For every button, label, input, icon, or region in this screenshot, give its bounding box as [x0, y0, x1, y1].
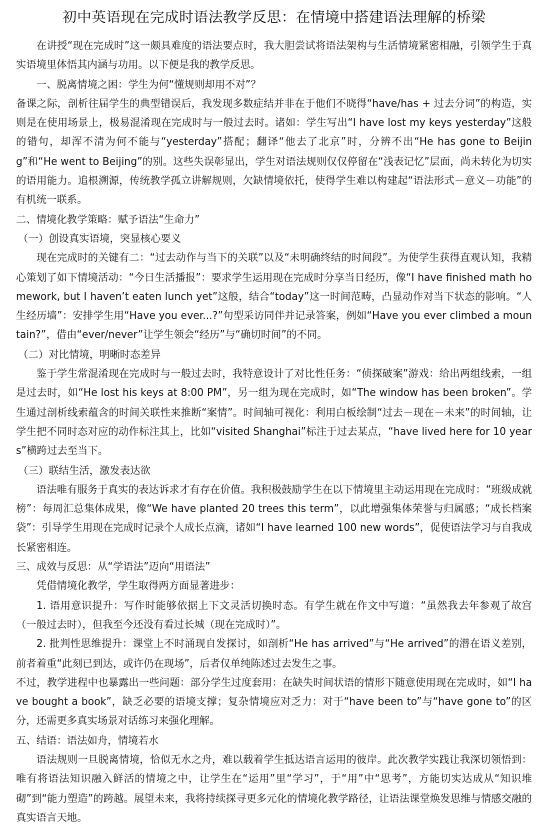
document-title: 初中英语现在完成时语法教学反思：在情境中搭建语法理解的桥梁 [62, 10, 486, 26]
section2-sub1-heading: （一）创设真实语境，突显核心要义 [18, 233, 182, 245]
section5-heading: 五、结语：语法如舟，情境若水 [16, 735, 159, 747]
section2-sub3-heading: （三）联结生活，激发表达欲 [18, 465, 151, 477]
section3-point2: 2. 批判性思维提升：课堂上不时涌现自发探讨，如剖析“He has arrived”与“He arrived”的潜在语义差别，前者着重“此刻已到达，或许仍在现场”，后者仅单纯陈述过去发生之事。 [16, 639, 532, 670]
section5-body: 语法规则一旦脱离情境，恰似无水之舟，难以载着学生抵达语言运用的彼岸。此次教学实践让我深切领悟到：唯有将语法知识融入鲜活的情境之中，让学生在“运用”里“学习”，于“用”中“思考”，方能切实达成从“知识堆砌”到“能力塑造”的跨越。展望未来，我将持续探寻更多元化的情境化教学路径，让语法课堂焕发思维与情感交融的真实语言天地。 [16, 754, 532, 824]
section2-sub3-body: 语法唯有服务于真实的表达诉求才有存在价值。我积极鼓励学生在以下情境里主动运用现在完成时：“班级成就榜”：每周汇总集体成果，像“We have planted 20 trees this term”，以此增强集体荣誉与归属感；“成长档案袋”：引导学生用现在完成时记录个人成长点滴，诸如“I have learned 100 new words”，促使语法学习与自我成长紧密相连。 [16, 484, 532, 554]
section2-sub2-body: 鉴于学生常混淆现在完成时与一般过去时，我特意设计了对比性任务：“侦探破案”游戏：给出两组线索，一组是过去时，如“He lost his keys at 8:00 PM”，另一组为现在完成时，如“The window has been broken”。学生通过剖析线索蕴含的时间关联性来推断“案情”。时间轴可视化：利用白板绘制“过去－现在－未来”的时间轴，让学生把不同时态对应的动作标注其上，比如“visited Shanghai”标注于过去某点，“have lived here for 10 years”横跨过去至当下。 [16, 369, 532, 458]
section3-heading: 三、成效与反思：从“学语法”迈向“用语法” [16, 562, 211, 574]
section3-shortcoming: 不过，教学进程中也暴露出一些问题：部分学生过度套用：在缺失时间状语的情形下随意使用现在完成时，如“I have bought a book”，缺乏必要的语境支撑；复杂情境应对乏力：对于“have been to”与“have gone to”的区分，还需更多真实场景对话练习来强化理解。 [16, 677, 532, 728]
section1-body: 备课之际，剖析往届学生的典型错误后，我发现多数症结并非在于他们不晓得“have/has + 过去分词”的构造，实则是在使用场景上，极易混淆现在完成时与一般过去时。诸如：学生写出“I have lost my keys yesterday”这般的错句，却浑不清为何不能与“yesterday”搭配；翻译“他去了北京”时，分辨不出“He has gone to Beijing”和“He went to Beijing”的别。这些失误彰显出，学生对语法规则仅仅停留在“浅表记忆”层面，尚未转化为切实的语用能力。追根溯源，传统教学孤立讲解规则，欠缺情境依托，使得学生难以构建起“语法形式－意义－功能”的有机统一联系。 [16, 98, 532, 207]
section3-point1: 1. 语用意识提升：写作时能够依据上下文灵活切换时态。有学生就在作文中写道：“虽然我去年参观了故宫（一般过去时），但我至今还没有看过长城（现在完成时）”。 [16, 600, 532, 631]
section1-heading: 一、脱离情境之困：学生为何“懂规则却用不对”？ [36, 79, 261, 91]
intro-paragraph: 在讲授“现在完成时”这一颇具难度的语法要点时，我大胆尝试将语法架构与生活情境紧密相融，引领学生于真实语境里体悟其内涵与功用。以下便是我的教学反思。 [16, 41, 532, 72]
section2-sub2-heading: （二）对比情境，明晰时态差异 [18, 349, 161, 361]
section2-heading: 二、情境化教学策略：赋予语法“生命力” [16, 214, 200, 226]
section3-lead: 凭借情境化教学，学生取得两方面显著进步： [36, 581, 241, 593]
section2-sub1-body: 现在完成时的关键有二：“过去动作与当下的关联”以及“未明确终结的时间段”。为使学生获得直观认知，我精心策划了如下情境活动：“今日生活播报”：要求学生运用现在完成时分享当日经历，像“I have finished math homework, but I haven’t eaten lunch yet”这般，结合“today”这一时间范畴，凸显动作对当下状态的影响。“人生经历墙”：安排学生用“Have you ever...?”句型采访同伴并记录答案，例如“Have you ever climbed a mountain?”，借由“ever/never”让学生领会“经历”与“确切时间”的不同。 [16, 253, 532, 342]
